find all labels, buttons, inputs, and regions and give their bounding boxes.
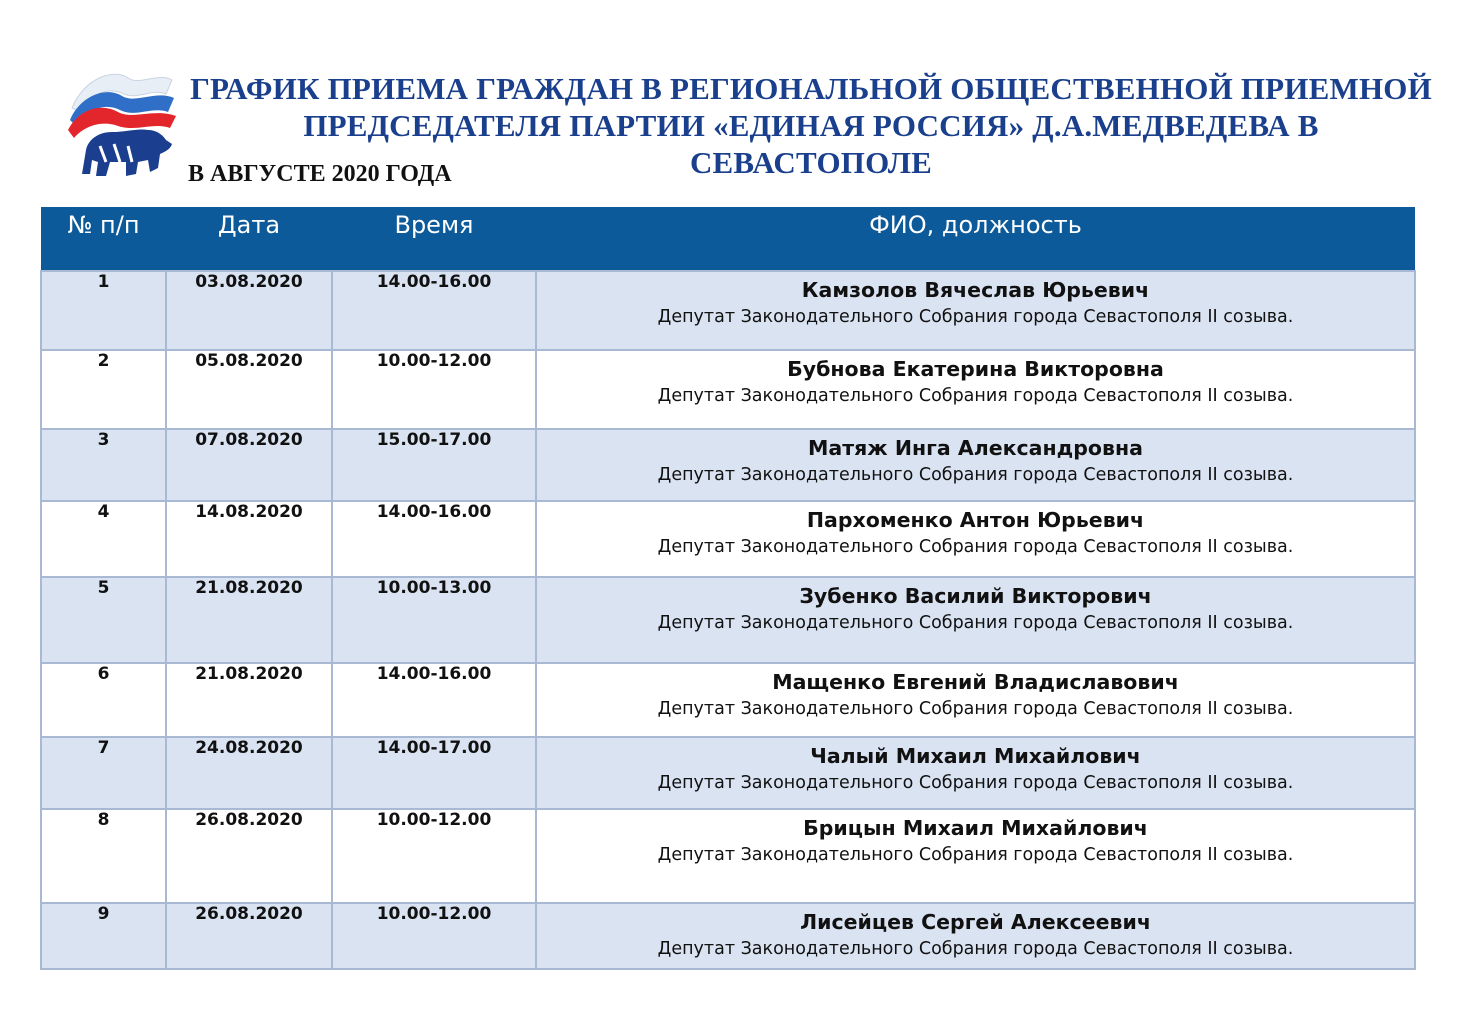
person-name: Чалый Михаил Михайлович — [810, 744, 1141, 768]
column-header-date: Дата — [166, 207, 332, 271]
row-number: 9 — [41, 903, 166, 969]
person-name: Камзолов Вячеслав Юрьевич — [801, 278, 1150, 302]
row-time: 14.00-17.00 — [332, 737, 536, 809]
column-header-number: № п/п — [41, 207, 166, 271]
row-number: 6 — [41, 663, 166, 737]
row-fio-cell — [536, 501, 1415, 577]
row-number: 4 — [41, 501, 166, 577]
row-time: 14.00-16.00 — [332, 501, 536, 577]
person-name: Зубенко Василий Викторович — [799, 584, 1152, 608]
row-number: 2 — [41, 350, 166, 429]
row-time: 14.00-16.00 — [332, 663, 536, 737]
row-date: 05.08.2020 — [166, 350, 332, 429]
row-time: 10.00-13.00 — [332, 577, 536, 663]
row-number: 1 — [41, 271, 166, 350]
table-row — [41, 577, 1415, 663]
person-name: Матяж Инга Александровна — [808, 436, 1143, 460]
person-position: Депутат Законодательного Собрания города Севастополя II созыва. — [657, 699, 1294, 719]
table-row — [41, 737, 1415, 809]
row-number: 7 — [41, 737, 166, 809]
row-fio-cell — [536, 429, 1415, 501]
person-position: Депутат Законодательного Собрания города Севастополя II созыва. — [657, 613, 1294, 633]
row-time: 14.00-16.00 — [332, 271, 536, 350]
row-date: 21.08.2020 — [166, 663, 332, 737]
row-fio-cell — [536, 663, 1415, 737]
row-date: 21.08.2020 — [166, 577, 332, 663]
schedule-table — [40, 207, 1416, 970]
person-name: Бубнова Екатерина Викторовна — [787, 357, 1164, 381]
person-position: Депутат Законодательного Собрания города Севастополя II созыва. — [657, 537, 1294, 557]
row-fio-cell — [536, 577, 1415, 663]
row-number: 5 — [41, 577, 166, 663]
row-number: 3 — [41, 429, 166, 501]
person-name: Брицын Михаил Михайлович — [803, 816, 1148, 840]
row-date: 07.08.2020 — [166, 429, 332, 501]
row-time: 10.00-12.00 — [332, 350, 536, 429]
table-row — [41, 271, 1415, 350]
united-russia-bear-logo — [66, 66, 182, 184]
row-fio-cell — [536, 271, 1415, 350]
row-date: 26.08.2020 — [166, 809, 332, 903]
person-position: Депутат Законодательного Собрания города Севастополя II созыва. — [657, 845, 1294, 865]
table-row — [41, 809, 1415, 903]
table-row — [41, 350, 1415, 429]
row-date: 26.08.2020 — [166, 903, 332, 969]
table-row — [41, 903, 1415, 969]
page-subtitle: В АВГУСТЕ 2020 ГОДА — [188, 161, 452, 187]
table-row — [41, 501, 1415, 577]
row-time: 10.00-12.00 — [332, 903, 536, 969]
person-name: Лисейцев Сергей Алексеевич — [800, 910, 1151, 934]
column-header-time: Время — [332, 207, 536, 271]
person-position: Депутат Законодательного Собрания города Севастополя II созыва. — [657, 465, 1294, 485]
row-date: 03.08.2020 — [166, 271, 332, 350]
table-body — [41, 271, 1415, 969]
person-position: Депутат Законодательного Собрания города Севастополя II созыва. — [657, 939, 1294, 959]
row-time: 15.00-17.00 — [332, 429, 536, 501]
person-position: Депутат Законодательного Собрания города Севастополя II созыва. — [657, 307, 1294, 327]
row-fio-cell — [536, 350, 1415, 429]
row-date: 14.08.2020 — [166, 501, 332, 577]
row-number: 8 — [41, 809, 166, 903]
row-fio-cell — [536, 737, 1415, 809]
row-fio-cell — [536, 903, 1415, 969]
person-position: Депутат Законодательного Собрания города Севастополя II созыва. — [657, 386, 1294, 406]
row-date: 24.08.2020 — [166, 737, 332, 809]
row-time: 10.00-12.00 — [332, 809, 536, 903]
column-header-fio: ФИО, должность — [536, 207, 1415, 271]
title-line-2: ПРЕДСЕДАТЕЛЯ ПАРТИИ «ЕДИНАЯ РОССИЯ» Д.А.МЕДВЕДЕВА В СЕВАСТОПОЛЕ — [303, 108, 1319, 180]
title-line-1: ГРАФИК ПРИЕМА ГРАЖДАН В РЕГИОНАЛЬНОЙ ОБЩЕСТВЕННОЙ ПРИЕМНОЙ — [190, 71, 1432, 106]
row-fio-cell — [536, 809, 1415, 903]
person-name: Мащенко Евгений Владиславович — [772, 670, 1179, 694]
person-position: Депутат Законодательного Собрания города Севастополя II созыва. — [657, 773, 1294, 793]
table-header — [41, 207, 1415, 271]
table-row — [41, 663, 1415, 737]
table-row — [41, 429, 1415, 501]
person-name: Пархоменко Антон Юрьевич — [806, 508, 1145, 532]
